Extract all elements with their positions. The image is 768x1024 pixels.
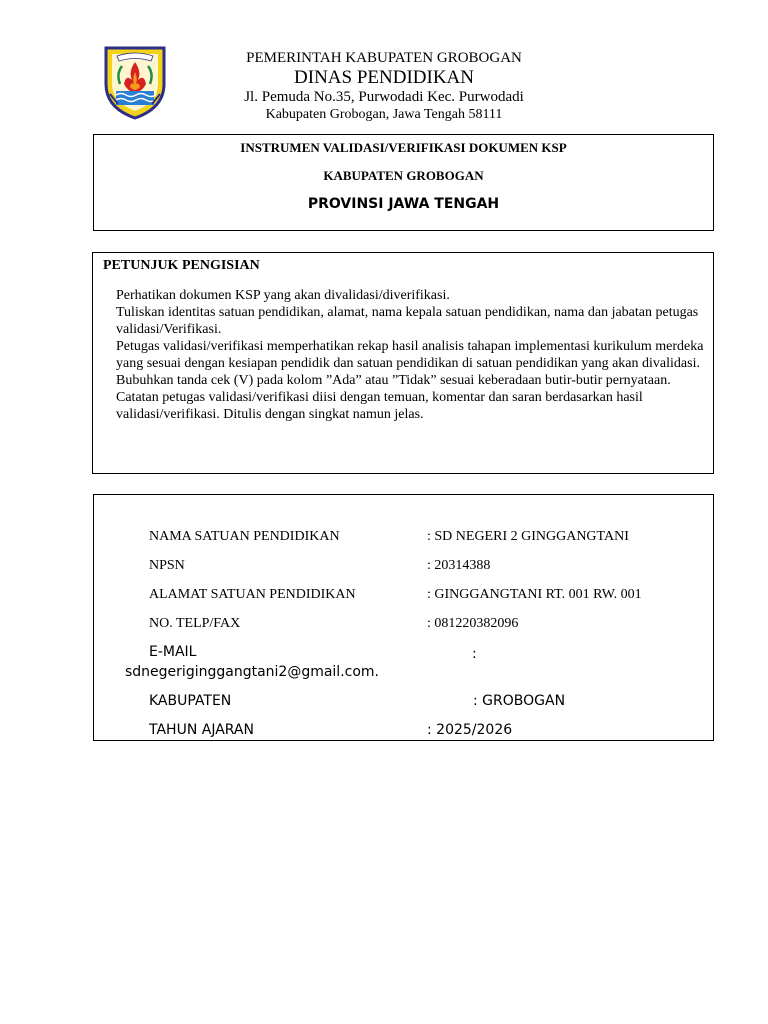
government-name: PEMERINTAH KABUPATEN GROBOGAN <box>246 50 522 66</box>
office-address: Jl. Pemuda No.35, Purwodadi Kec. Purwodadi <box>244 89 524 106</box>
phone-value: : 081220382096 <box>427 616 519 631</box>
letterhead <box>200 50 568 123</box>
instruction-item: Perhatikan dokumen KSP yang akan divalidasi/diverifikasi. <box>116 288 450 303</box>
email-value: sdnegeriginggangtani2@gmail.com. <box>125 664 379 680</box>
instruction-item: Petugas validasi/verifikasi memperhatikan rekap hasil analisis tahapan implementasi kurikulum merdeka yang sesuai dengan kesiapan pendidik dan satuan pendidikan di satuan pendidikan yang akan divalidasi. <box>116 339 704 371</box>
grobogan-regency-emblem-icon <box>102 44 168 120</box>
document-subtitle-regency: KABUPATEN GROBOGAN <box>323 168 484 183</box>
school-name-label: NAMA SATUAN PENDIDIKAN <box>149 529 340 544</box>
phone-label: NO. TELP/FAX <box>149 616 241 631</box>
school-identity-box <box>93 494 714 741</box>
school-address-value: : GINGGANGTANI RT. 001 RW. 001 <box>427 587 642 602</box>
office-city: Kabupaten Grobogan, Jawa Tengah 58111 <box>265 107 503 123</box>
school-address-label: ALAMAT SATUAN PENDIDIKAN <box>149 587 356 602</box>
email-label: E-MAIL <box>149 644 197 660</box>
instructions-heading: PETUNJUK PENGISIAN <box>103 258 260 273</box>
school-year-label: TAHUN AJARAN <box>149 722 254 738</box>
npsn-label: NPSN <box>149 558 185 573</box>
school-name-value: : SD NEGERI 2 GINGGANGTANI <box>427 529 629 544</box>
email-colon: : <box>472 646 477 662</box>
npsn-value: : 20314388 <box>427 558 491 573</box>
district-label: KABUPATEN <box>149 693 232 709</box>
document-subtitle-province: PROVINSI JAWA TENGAH <box>307 196 500 212</box>
instruction-item: Bubuhkan tanda cek (V) pada kolom ”Ada” atau ”Tidak” sesuai keberadaan butir-butir pernyataan. <box>116 373 671 388</box>
instruction-item: Tuliskan identitas satuan pendidikan, alamat, nama kepala satuan pendidikan, nama dan jabatan petugas validasi/Verifikasi. <box>116 305 699 337</box>
instructions-list <box>116 287 706 423</box>
instruction-item: Catatan petugas validasi/verifikasi diisi dengan temuan, komentar dan saran berdasarkan hasil validasi/verifikasi. Ditulis dengan singkat namun jelas. <box>116 390 643 422</box>
document-title: INSTRUMEN VALIDASI/VERIFIKASI DOKUMEN KSP <box>240 140 567 155</box>
document-title-box <box>93 134 714 231</box>
instructions-box <box>92 252 714 474</box>
school-year-value: : 2025/2026 <box>427 722 513 738</box>
department-name: DINAS PENDIDIKAN <box>294 67 474 89</box>
district-value: : GROBOGAN <box>473 693 566 709</box>
